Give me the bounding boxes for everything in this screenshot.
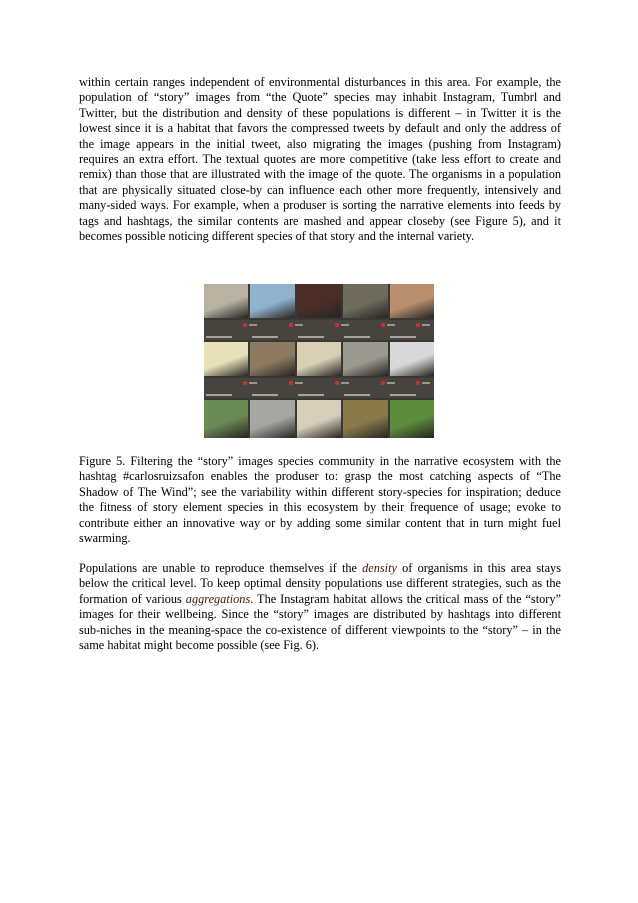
thumbnail (390, 284, 434, 318)
thumbnail (297, 284, 341, 318)
body-paragraph-1: within certain ranges independent of environmental disturbances in this area. For example, the population of “story” images from “the Quote” species may inhabit Instagram, Tumbrl and Twitter, but the distribution and density of these populations is different – in Twitter it is the lowest since it is a habitat that favors the compressed tweets by default and only the address of the image appears in the initial tweet, also migrating the images (pushing from Instagram) requires an extra effort. The textual quotes are more competitive (take less effort to create and remix) than those that are illustrated with the image of the quote. The organisms in a population that are physically situated close-by can influence each other more frequently, intensively and many-sided ways. For example, when a produser is sorting the narrative elements into feeds by tags and hashtags, the similar contents are mashed and appear closeby (see Figure 5), and it becomes possible noticing different species of that story and the internal variety. (79, 75, 561, 244)
thumbnail (297, 400, 341, 438)
thumbnail (343, 284, 387, 318)
body-paragraph-2 (79, 561, 561, 653)
thumbnail-info-bar (204, 320, 434, 340)
image-row-1 (204, 284, 434, 318)
figure-caption: Figure 5. Filtering the “story” images species community in the narrative ecosystem with the hashtag #carlosruizsafon enables the produser to: grasp the most catching aspects of “The Shadow of The Wind”; see the variability within different story-species for inspiration; deduce the fitness of story element species in this ecosystem by their frequence of usage; evoke to contribute either an innovative way or by adding some similar content that in turn might fuel swarming. (79, 454, 561, 546)
image-row-2 (204, 342, 434, 376)
thumbnail (250, 342, 294, 376)
text-run: of organisms in this area stays below the critical level. To keep optimal density populations use different strategies, such as the formation of various (79, 561, 561, 606)
term-aggregations: aggregations (185, 591, 251, 606)
thumbnail (390, 400, 434, 438)
thumbnail (297, 342, 341, 376)
text-run: . The Instagram habitat allows the critical mass of the “story” images for their wellbeing. Since the “story” images are distributed by hashtags into different sub-niches in the meaning-space the co-existence of different viewpoints to the “story” – in the same habitat might become possible (see Fig. 6). (79, 591, 561, 653)
thumbnail (343, 400, 387, 438)
thumbnail (343, 342, 387, 376)
thumbnail (390, 342, 434, 376)
text-run: Populations are unable to reproduce themselves if the (79, 561, 363, 575)
thumbnail (250, 400, 294, 438)
hashtag-image-grid-figure (204, 284, 434, 438)
thumbnail-info-bar (204, 378, 434, 398)
thumbnail (204, 400, 248, 438)
thumbnail (204, 284, 248, 318)
image-row-3 (204, 400, 434, 438)
thumbnail (250, 284, 294, 318)
thumbnail (204, 342, 248, 376)
term-density: density (362, 561, 397, 575)
